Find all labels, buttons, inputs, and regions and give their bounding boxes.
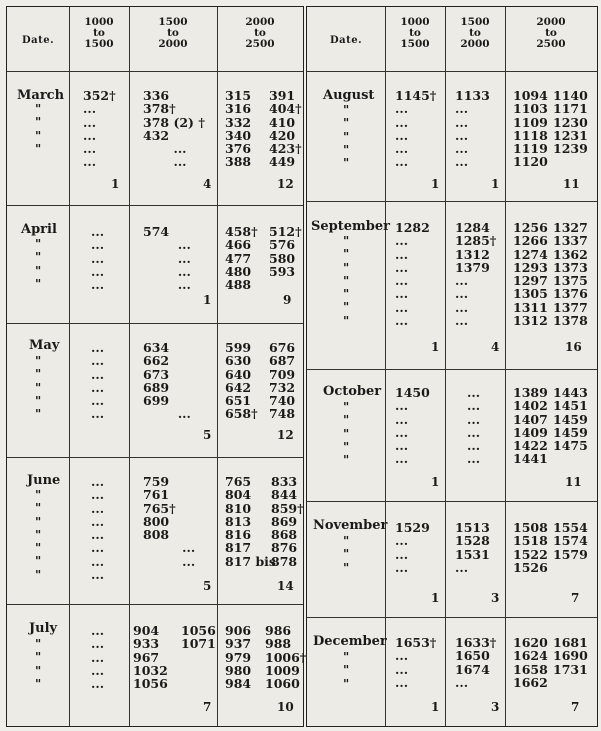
col-1000-total: 1 (111, 177, 120, 191)
col-2000-values-a: 1620 1624 1658 1662 (513, 635, 548, 690)
header-from: 1000 (400, 16, 430, 28)
month-label: September (311, 219, 390, 234)
header-until: 1500 (400, 38, 430, 50)
row-divider (7, 604, 303, 605)
month-label: May (29, 338, 60, 353)
col-2000-values-b: 1554 1574 1579 (553, 520, 588, 562)
col-1000-values: 1450 ... ... ... ... ... (395, 385, 430, 467)
col-1000-values: 352† ... ... ... ... ... (83, 88, 116, 170)
col-1500-total: 5 (203, 428, 212, 442)
col-2000-total: 10 (277, 700, 294, 714)
header-from: 1500 (158, 16, 188, 28)
col-2000-values-b: 1327 1337 1362 1373 1375 1376 1377 1378 (553, 220, 588, 329)
col-1500-values: 1513 1528 1531 ... (455, 520, 490, 575)
ditto-marks: " " " " (35, 237, 42, 291)
row-divider (307, 369, 597, 370)
col-2000-values-b: 1443 1451 1459 1459 1475 (553, 385, 588, 454)
header-date: Date. (21, 35, 55, 46)
col-1500-values-a: 904 933 967 1032 1056 (133, 623, 168, 692)
row-divider (7, 323, 303, 324)
col-2000-values-b: 391 404† 410 420 423† 449 (269, 88, 302, 170)
col-2000-total: 9 (283, 293, 292, 307)
col-1500-total: 4 (491, 340, 500, 354)
col-2000-values-a: 906 937 979 980 984 (225, 623, 252, 692)
col-2000-values-b: 986 988 1006† 1009 1060 (265, 623, 307, 692)
col-1500-values: 1133 ... ... ... ... ... (455, 88, 490, 170)
col-2000-total: 11 (565, 475, 582, 489)
col-1500-values: 759 761 765† 800 808 ... ... (143, 474, 196, 569)
header-until: 2000 (460, 38, 490, 50)
col-1500-values: 336 378† 378 (2) † 432 ... ... (143, 88, 205, 170)
ditto-marks: " " " (343, 650, 350, 691)
ditto-marks: " " " " " (343, 400, 350, 468)
col-1500-values-b: 1056 1071 (181, 623, 216, 652)
col-2000-values-a: 765 804 810 813 816 817 817 bis (225, 474, 276, 569)
col-2000-values-a: 315 316 332 340 376 388 (225, 88, 252, 170)
header-until: 1500 (84, 38, 114, 50)
col-2000-total: 16 (565, 340, 582, 354)
col-2000-total: 14 (277, 579, 294, 593)
col-1000-total: 1 (431, 177, 440, 191)
col-2000-values-a: 1389 1402 1407 1409 1422 1441 (513, 385, 548, 467)
col-1500-total: 7 (203, 700, 212, 714)
right-table (306, 6, 598, 727)
header-2000-2500 (505, 17, 597, 50)
col-1000-values: 1529 ... ... ... (395, 520, 430, 575)
header-1500-2000 (445, 17, 505, 50)
header-to: to (254, 27, 266, 39)
col-1000-values: 1282 ... ... ... ... ... ... ... (395, 220, 430, 329)
col-1000-total: 1 (431, 591, 440, 605)
header-divider (307, 71, 597, 72)
header-to: to (167, 27, 179, 39)
col-1500-values: 634 662 673 689 699 ... (143, 340, 191, 422)
month-label: October (323, 384, 382, 399)
header-to: to (545, 27, 557, 39)
ditto-marks: " " " (343, 534, 350, 575)
col-1000-values: ... ... ... ... ... (91, 623, 105, 692)
col-1500-total: 1 (203, 293, 212, 307)
row-divider (7, 457, 303, 458)
header-from: 1000 (84, 16, 114, 28)
col-1000-values: ... ... ... ... ... (91, 224, 105, 293)
column-divider (129, 7, 130, 726)
col-2000-values-a: 1256 1266 1274 1293 1297 1305 1311 1312 (513, 220, 548, 329)
column-divider (505, 7, 506, 726)
col-1500-total: 4 (203, 177, 212, 191)
ditto-marks: " " " " " " " (343, 234, 350, 328)
col-1000-values: 1653† ... ... ... (395, 635, 437, 690)
header-divider (7, 71, 303, 72)
col-2000-values-b: 676 687 709 732 740 748 (269, 340, 296, 422)
header-date: Date. (329, 35, 363, 46)
col-1000-values: ... ... ... ... ... ... ... ... (91, 474, 105, 583)
col-2000-total: 7 (571, 591, 580, 605)
header-to: to (469, 27, 481, 39)
header-to: to (409, 27, 421, 39)
month-label: June (27, 473, 61, 488)
header-from: 1500 (460, 16, 490, 28)
col-1500-total: 1 (491, 177, 500, 191)
header-1000-2500-col1 (69, 17, 129, 50)
column-divider (217, 7, 218, 726)
col-2000-values-a: 599 630 640 642 651 658† (225, 340, 258, 422)
col-1000-total: 1 (431, 340, 440, 354)
month-label: August (323, 88, 375, 103)
col-1500-values: ... ... ... ... ... ... (467, 385, 481, 467)
month-label: December (313, 634, 387, 649)
col-1000-total: 1 (431, 475, 440, 489)
col-2000-values-b: 1140 1171 1230 1231 1239 (553, 88, 588, 157)
ditto-marks: " " " " " (343, 103, 350, 171)
col-1500-values: 1633† 1650 1674 ... (455, 635, 497, 690)
header-from: 2000 (536, 16, 566, 28)
header-2000-2500 (217, 17, 303, 50)
col-2000-values-a: 1094 1103 1109 1118 1119 1120 (513, 88, 548, 170)
col-2000-values-b: 1681 1690 1731 (553, 635, 588, 677)
ditto-marks: " " " " " (35, 354, 42, 422)
col-2000-total: 11 (563, 177, 580, 191)
col-2000-values-b: 833 844 859† 869 868 876 878 (271, 474, 304, 569)
ditto-marks: " " " " (35, 102, 42, 156)
left-table (6, 6, 307, 727)
col-2000-total: 7 (571, 700, 580, 714)
col-1000-values: 1145† ... ... ... ... ... (395, 88, 437, 170)
col-2000-values-a: 458† 466 477 480 488 (225, 224, 258, 293)
row-divider (307, 501, 597, 502)
col-1500-total: 3 (491, 591, 500, 605)
header-1500-2000 (129, 17, 217, 50)
row-divider (307, 617, 597, 618)
col-1500-total: 5 (203, 579, 212, 593)
month-label: March (17, 88, 65, 103)
ditto-marks: " " " " (35, 637, 42, 691)
column-divider (385, 7, 386, 726)
col-1500-total: 3 (491, 700, 500, 714)
header-to: to (93, 27, 105, 39)
row-divider (307, 201, 597, 202)
header-until: 2500 (245, 38, 275, 50)
col-2000-values-b: 512† 576 580 593 (269, 224, 302, 279)
col-1500-values: 574 ... ... ... ... (143, 224, 191, 293)
col-1500-values: 1284 1285† 1312 1379 ... ... ... ... (455, 220, 497, 329)
month-label: July (29, 621, 58, 636)
col-2000-total: 12 (277, 428, 294, 442)
col-2000-values-a: 1508 1518 1522 1526 (513, 520, 548, 575)
header-until: 2000 (158, 38, 188, 50)
header-from: 2000 (245, 16, 275, 28)
header-1000-1500 (385, 17, 445, 50)
col-1000-total: 1 (431, 700, 440, 714)
col-2000-total: 12 (277, 177, 294, 191)
header-until: 2500 (536, 38, 566, 50)
column-divider (69, 7, 70, 726)
month-label: November (313, 518, 388, 533)
ditto-marks: " " " " " " " (35, 488, 42, 582)
row-divider (7, 205, 303, 206)
column-divider (445, 7, 446, 726)
col-1000-values: ... ... ... ... ... ... (91, 340, 105, 422)
month-label: April (21, 222, 57, 237)
